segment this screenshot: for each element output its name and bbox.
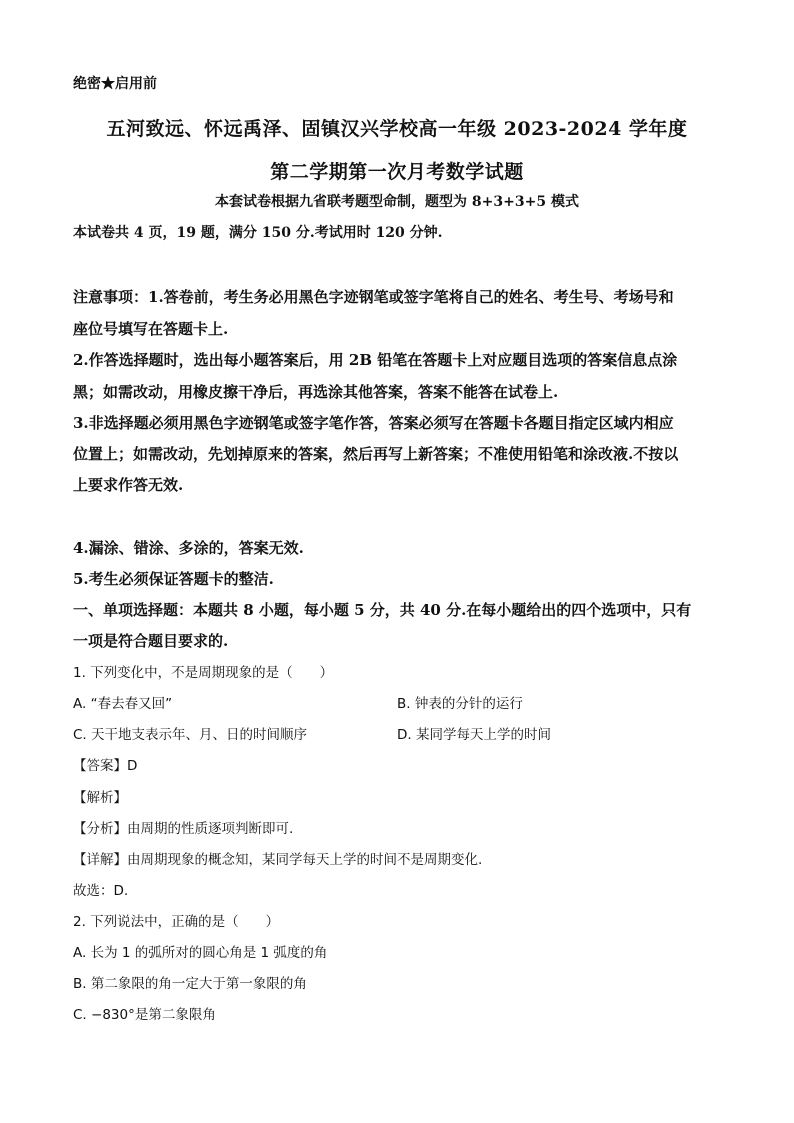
notice-line7: 上要求作答无效. bbox=[73, 476, 184, 494]
q1-option-a: A. “春去春又回” bbox=[73, 696, 173, 712]
notice-line9: 5.考生必须保证答题卡的整洁. bbox=[73, 570, 274, 588]
notice-line1: 注意事项：1.答卷前，考生务必用黑色字迹钢笔或签字笔将自己的姓名、考生号、考场号和 bbox=[73, 288, 674, 306]
notice-line5: 3.非选择题必须用黑色字迹钢笔或签字笔作答，答案必须写在答题卡各题目指定区域内相应 bbox=[73, 414, 674, 432]
q1-option-c: C. 天干地支表示年、月、日的时间顺序 bbox=[73, 727, 308, 743]
section1-heading-line1: 一、单项选择题：本题共 8 小题，每小题 5 分，共 40 分.在每小题给出的四个选项中，只有 bbox=[73, 601, 692, 619]
notice-line3: 2.作答选择题时，选出每小题答案后，用 2B 铅笔在答题卡上对应题目选项的答案信息点涂 bbox=[73, 351, 678, 369]
secret-label: 绝密★启用前 bbox=[73, 76, 157, 92]
q1-analysis-label: 【解析】 bbox=[73, 790, 127, 806]
q2-option-a: A. 长为 1 的弧所对的圆心角是 1 弧度的角 bbox=[73, 945, 328, 961]
notice-line8: 4.漏涂、错涂、多涂的，答案无效. bbox=[73, 539, 304, 557]
section1-heading-line2: 一项是符合题目要求的. bbox=[73, 632, 229, 650]
q2-option-c: C. −830°是第二象限角 bbox=[73, 1007, 216, 1023]
q2-option-b: B. 第二象限的角一定大于第一象限的角 bbox=[73, 976, 307, 992]
q1-fenxi: 【分析】由周期的性质逐项判断即可. bbox=[73, 821, 294, 837]
exam-title-line2: 第二学期第一次月考数学试题 bbox=[270, 161, 524, 183]
notice-line4: 黑；如需改动，用橡皮擦干净后，再选涂其他答案，答案不能答在试卷上. bbox=[73, 383, 559, 401]
q1-xiangjie: 【详解】由周期现象的概念知，某同学每天上学的时间不是周期变化. bbox=[73, 852, 483, 868]
q1-option-b: B. 钟表的分针的运行 bbox=[397, 696, 523, 712]
q1-answer: 【答案】D bbox=[73, 758, 138, 774]
q1-conclusion: 故选：D. bbox=[73, 883, 129, 899]
q1-stem: 1. 下列变化中，不是周期现象的是（ ） bbox=[73, 665, 334, 681]
notice-line2: 座位号填写在答题卡上. bbox=[73, 320, 229, 338]
exam-subtitle: 本套试卷根据九省联考题型命制，题型为 8+3+3+5 模式 bbox=[215, 194, 579, 210]
exam-title-line1: 五河致远、怀远禹泽、固镇汉兴学校高一年级 2023-2024 学年度 bbox=[106, 118, 688, 140]
exam-info: 本试卷共 4 页，19 题，满分 150 分.考试用时 120 分钟. bbox=[73, 225, 443, 241]
notice-line6: 位置上；如需改动，先划掉原来的答案，然后再写上新答案；不准使用铅笔和涂改液.不按以 bbox=[73, 445, 679, 463]
q2-stem: 2. 下列说法中，正确的是（ ） bbox=[73, 914, 280, 930]
q1-option-d: D. 某同学每天上学的时间 bbox=[397, 727, 551, 743]
